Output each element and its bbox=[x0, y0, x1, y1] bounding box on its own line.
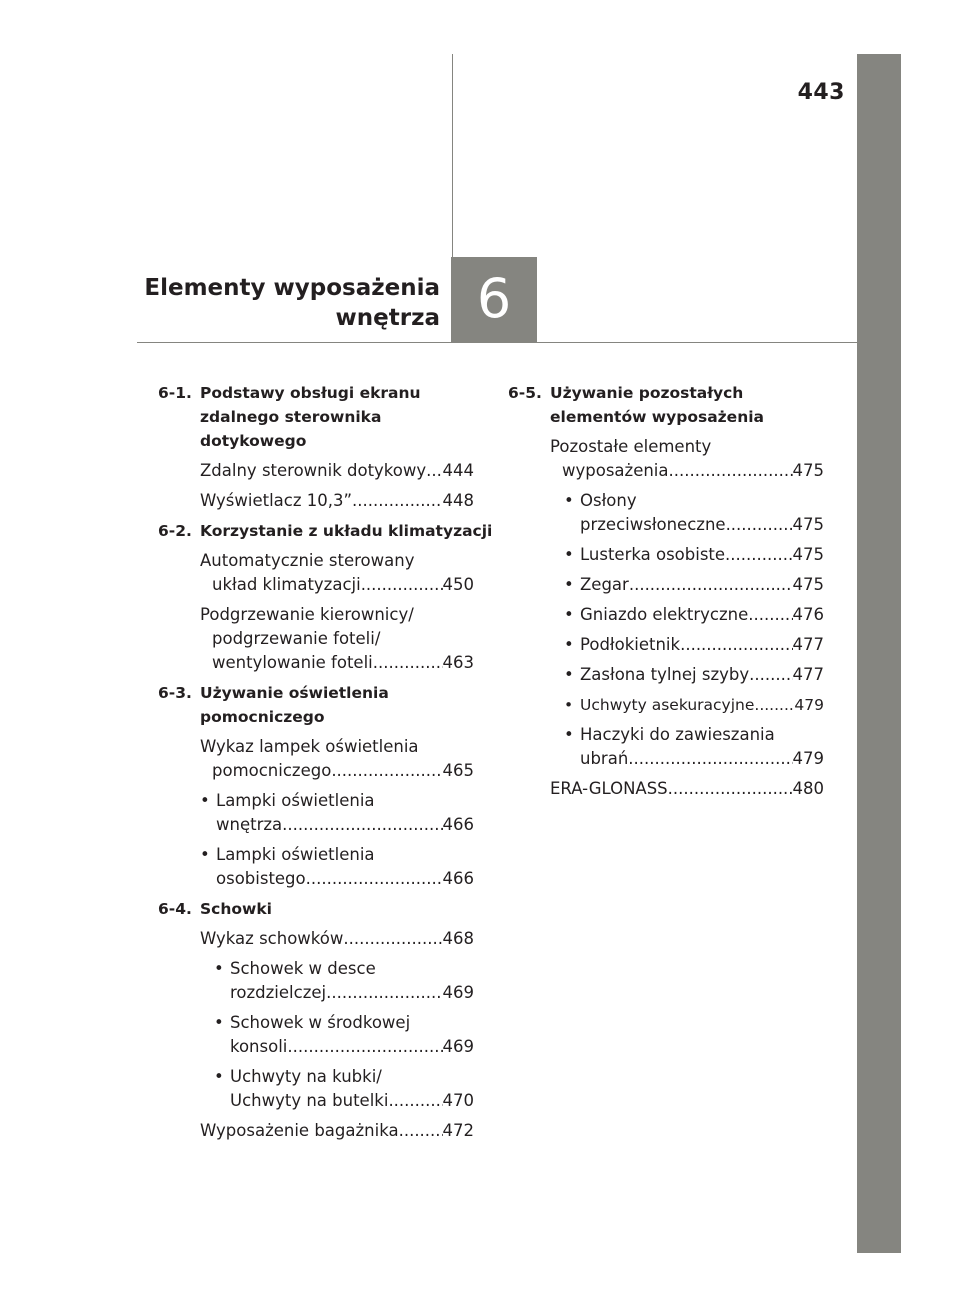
entry-page: 466 bbox=[442, 869, 474, 888]
bullet-icon: • bbox=[214, 959, 224, 978]
entry-text: podgrzewanie foteli/ bbox=[212, 629, 381, 648]
toc-section-heading[interactable] bbox=[508, 381, 824, 429]
leader-dots bbox=[680, 633, 792, 657]
entry-page: 480 bbox=[792, 779, 824, 798]
chapter-side-tab bbox=[857, 54, 901, 1253]
entry-page: 475 bbox=[792, 461, 824, 480]
leader-dots bbox=[331, 759, 442, 783]
chapter-title bbox=[144, 273, 440, 333]
leader-dots bbox=[668, 777, 793, 801]
entry-text: Wykaz lampek oświetlenia bbox=[200, 737, 419, 756]
header-horizontal-rule bbox=[137, 342, 857, 343]
entry-text: Zdalny sterownik dotykowy bbox=[200, 461, 427, 480]
chapter-number-box: 6 bbox=[451, 257, 537, 343]
entry-page: 475 bbox=[792, 575, 824, 594]
bullet-icon: • bbox=[564, 665, 574, 684]
section-title-line: Używanie pozostałych bbox=[550, 384, 744, 402]
entry-text: Osłony bbox=[580, 491, 637, 510]
leader-dots bbox=[669, 459, 793, 483]
entry-text: Pozostałe elementy bbox=[550, 437, 712, 456]
section-title-line: dotykowego bbox=[200, 432, 307, 450]
toc-left-column bbox=[158, 381, 493, 1149]
entry-text: Schowek w środkowej bbox=[230, 1013, 411, 1032]
entry-text: konsoli bbox=[230, 1037, 288, 1056]
toc-section-heading[interactable] bbox=[158, 381, 474, 453]
leader-dots bbox=[749, 663, 792, 687]
leader-dots bbox=[373, 651, 443, 675]
leader-dots bbox=[343, 927, 442, 951]
entry-text: osobistego bbox=[216, 869, 306, 888]
entry-text: Uchwyty na kubki/ bbox=[230, 1067, 382, 1086]
entry-text: rozdzielczej bbox=[230, 983, 327, 1002]
leader-dots bbox=[754, 693, 794, 717]
bullet-icon: • bbox=[564, 635, 574, 654]
section-number: 6-5. bbox=[508, 384, 542, 402]
entry-page: 476 bbox=[792, 605, 824, 624]
leader-dots bbox=[287, 1035, 442, 1059]
entry-text: Wykaz schowków bbox=[200, 929, 344, 948]
entry-page: 475 bbox=[792, 545, 824, 564]
toc-bullet-entry[interactable] bbox=[214, 1011, 474, 1059]
bullet-icon: • bbox=[564, 491, 574, 510]
bullet-icon: • bbox=[214, 1013, 224, 1032]
toc-section-heading[interactable] bbox=[158, 897, 474, 921]
section-title-line: zdalnego sterownika bbox=[200, 408, 382, 426]
entry-text: Lusterka osobiste bbox=[580, 545, 726, 564]
toc-bullet-entry[interactable] bbox=[200, 843, 474, 891]
entry-text: pomocniczego bbox=[212, 761, 332, 780]
entry-text: Podgrzewanie kierownicy/ bbox=[200, 605, 414, 624]
toc-section-heading[interactable] bbox=[158, 519, 493, 543]
section-number: 6-3. bbox=[158, 684, 192, 702]
bullet-icon: • bbox=[564, 545, 574, 564]
toc-entry[interactable] bbox=[550, 777, 824, 801]
leader-dots bbox=[282, 813, 442, 837]
entry-page: 477 bbox=[792, 665, 824, 684]
toc-bullet-entry[interactable] bbox=[564, 723, 824, 771]
leader-dots bbox=[388, 1089, 442, 1113]
entry-text: Wyposażenie bagażnika bbox=[200, 1121, 399, 1140]
section-title-line: Korzystanie z układu klimatyzacji bbox=[200, 522, 493, 540]
entry-text: Wyświetlacz 10,3” bbox=[200, 491, 353, 510]
section-title-line: Używanie oświetlenia bbox=[200, 684, 389, 702]
toc-entry[interactable] bbox=[200, 1119, 474, 1143]
entry-page: 448 bbox=[442, 491, 474, 510]
leader-dots bbox=[426, 459, 442, 483]
toc-bullet-entry[interactable] bbox=[564, 603, 824, 627]
entry-text: Lampki oświetlenia bbox=[216, 791, 375, 810]
toc-bullet-entry[interactable] bbox=[564, 573, 824, 597]
chapter-title-line: Elementy wyposażenia bbox=[144, 275, 440, 301]
toc-entry[interactable] bbox=[200, 927, 474, 951]
entry-text: układ klimatyzacji bbox=[212, 575, 361, 594]
section-title-line: pomocniczego bbox=[200, 708, 325, 726]
leader-dots bbox=[361, 573, 443, 597]
section-number: 6-1. bbox=[158, 384, 192, 402]
entry-page: 472 bbox=[442, 1121, 474, 1140]
section-title-line: Podstawy obsługi ekranu bbox=[200, 384, 421, 402]
toc-entry[interactable] bbox=[200, 549, 474, 597]
section-number: 6-2. bbox=[158, 522, 192, 540]
entry-text: wnętrza bbox=[216, 815, 283, 834]
entry-page: 450 bbox=[442, 575, 474, 594]
toc-bullet-entry[interactable] bbox=[564, 693, 824, 717]
toc-bullet-entry[interactable] bbox=[564, 633, 824, 657]
entry-page: 466 bbox=[442, 815, 474, 834]
bullet-icon: • bbox=[564, 696, 574, 714]
toc-entry[interactable] bbox=[200, 735, 474, 783]
entry-page: 469 bbox=[442, 1037, 474, 1056]
leader-dots bbox=[726, 513, 793, 537]
entry-text: ubrań bbox=[580, 749, 629, 768]
leader-dots bbox=[352, 489, 442, 513]
entry-text: Uchwyty na butelki bbox=[230, 1091, 389, 1110]
toc-entry[interactable] bbox=[200, 489, 474, 513]
entry-page: 479 bbox=[794, 696, 824, 714]
toc-bullet-entry[interactable] bbox=[564, 489, 824, 537]
toc-entry[interactable] bbox=[200, 459, 474, 483]
toc-bullet-entry[interactable] bbox=[564, 543, 824, 567]
bullet-icon: • bbox=[200, 791, 210, 810]
bullet-icon: • bbox=[200, 845, 210, 864]
entry-page: 479 bbox=[792, 749, 824, 768]
bullet-icon: • bbox=[564, 725, 574, 744]
entry-text: wentylowanie foteli bbox=[212, 653, 373, 672]
entry-text: Uchwyty asekuracyjne bbox=[580, 696, 755, 714]
entry-page: 468 bbox=[442, 929, 474, 948]
entry-text: Lampki oświetlenia bbox=[216, 845, 375, 864]
entry-text: wyposażenia bbox=[562, 461, 669, 480]
toc-section-heading[interactable] bbox=[158, 681, 474, 729]
entry-text: Zasłona tylnej szyby bbox=[580, 665, 750, 684]
entry-page: 463 bbox=[442, 653, 474, 672]
section-number: 6-4. bbox=[158, 900, 192, 918]
toc-bullet-entry[interactable] bbox=[214, 957, 474, 1005]
section-title-line: elementów wyposażenia bbox=[550, 408, 765, 426]
entry-page: 469 bbox=[442, 983, 474, 1002]
toc-bullet-entry[interactable] bbox=[214, 1065, 474, 1113]
toc-entry[interactable] bbox=[550, 435, 824, 483]
entry-text: Automatycznie sterowany bbox=[200, 551, 415, 570]
entry-text: Haczyki do zawieszania bbox=[580, 725, 775, 744]
entry-text: Schowek w desce bbox=[230, 959, 376, 978]
section-title-line: Schowki bbox=[200, 900, 272, 918]
leader-dots bbox=[306, 867, 443, 891]
leader-dots bbox=[399, 1119, 443, 1143]
entry-text: Zegar bbox=[580, 575, 629, 594]
leader-dots bbox=[326, 981, 442, 1005]
toc-bullet-entry[interactable] bbox=[200, 789, 474, 837]
entry-text: ERA-GLONASS bbox=[550, 779, 668, 798]
entry-text: przeciwsłoneczne bbox=[580, 515, 726, 534]
toc-bullet-entry[interactable] bbox=[564, 663, 824, 687]
bullet-icon: • bbox=[564, 575, 574, 594]
entry-page: 444 bbox=[442, 461, 474, 480]
entry-text: Gniazdo elektryczne bbox=[580, 605, 749, 624]
entry-page: 477 bbox=[792, 635, 824, 654]
toc-right-column bbox=[508, 381, 824, 807]
entry-page: 470 bbox=[442, 1091, 474, 1110]
entry-page: 475 bbox=[792, 515, 824, 534]
entry-page: 465 bbox=[442, 761, 474, 780]
entry-text: Podłokietnik bbox=[580, 635, 681, 654]
bullet-icon: • bbox=[564, 605, 574, 624]
leader-dots bbox=[628, 747, 792, 771]
bullet-icon: • bbox=[214, 1067, 224, 1086]
leader-dots bbox=[748, 603, 792, 627]
page-number: 443 bbox=[797, 80, 845, 105]
toc-entry[interactable] bbox=[200, 603, 474, 675]
chapter-title-line: wnętrza bbox=[335, 305, 440, 331]
header-vertical-rule bbox=[452, 54, 453, 258]
leader-dots bbox=[725, 543, 792, 567]
leader-dots bbox=[629, 573, 793, 597]
